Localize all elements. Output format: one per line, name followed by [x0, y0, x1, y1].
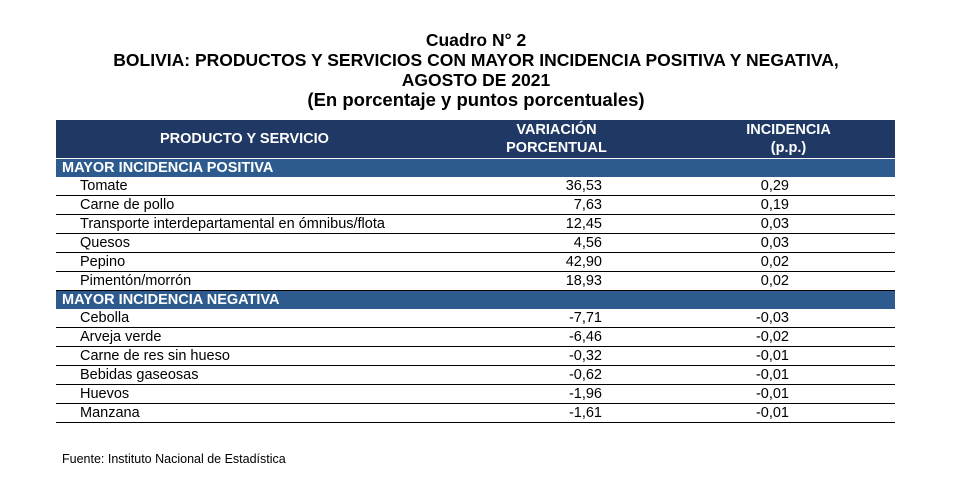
variation-cell: -7,71 [431, 309, 662, 328]
table-units: (En porcentaje y puntos porcentuales) [307, 89, 645, 110]
incidence-cell: -0,01 [662, 385, 895, 404]
incidence-cell: -0,03 [662, 309, 895, 328]
variation-cell: -0,32 [431, 347, 662, 366]
variation-cell: 4,56 [431, 234, 662, 253]
variation-cell: -6,46 [431, 328, 662, 347]
product-name-cell: Pimentón/morrón [56, 272, 431, 291]
table-row [56, 234, 895, 253]
table-row [56, 215, 895, 234]
table-row [56, 328, 895, 347]
incidence-cell: 0,03 [662, 215, 895, 234]
incidence-cell: 0,19 [662, 196, 895, 215]
incidence-cell: -0,02 [662, 328, 895, 347]
table-number: Cuadro N° 2 [425, 30, 527, 50]
incidence-cell: 0,29 [662, 177, 895, 196]
table-row [56, 347, 895, 366]
variation-cell: 7,63 [431, 196, 662, 215]
header-variation-line2: PORCENTUAL [506, 140, 607, 156]
product-name-cell: Cebolla [56, 309, 431, 328]
table-row [56, 196, 895, 215]
section-row [56, 159, 895, 178]
product-name-cell: Pepino [56, 253, 431, 272]
table-row [56, 366, 895, 385]
header-incidence-line2: (p.p.) [770, 140, 807, 156]
table-period: AGOSTO DE 2021 [401, 70, 551, 90]
section-row [56, 291, 895, 310]
incidence-cell: -0,01 [662, 366, 895, 385]
variation-cell: -1,96 [431, 385, 662, 404]
section-label: MAYOR INCIDENCIA NEGATIVA [56, 291, 895, 310]
table-row [56, 177, 895, 196]
variation-cell: 18,93 [431, 272, 662, 291]
header-incidence-line1: INCIDENCIA [746, 122, 831, 138]
incidence-cell: 0,03 [662, 234, 895, 253]
header-product: PRODUCTO Y SERVICIO [56, 120, 431, 159]
product-name-cell: Carne de res sin hueso [56, 347, 431, 366]
table-title: BOLIVIA: PRODUCTOS Y SERVICIOS CON MAYOR INCIDENCIA POSITIVA Y NEGATIVA, [113, 50, 839, 70]
header-variation [431, 120, 662, 159]
variation-cell: 42,90 [431, 253, 662, 272]
product-name-cell: Quesos [56, 234, 431, 253]
incidence-cell: -0,01 [662, 404, 895, 423]
table-body [56, 159, 895, 423]
incidence-cell: 0,02 [662, 272, 895, 291]
product-name-cell: Bebidas gaseosas [56, 366, 431, 385]
product-name-cell: Arveja verde [56, 328, 431, 347]
product-name-cell: Transporte interdepartamental en ómnibus/flota [56, 215, 431, 234]
variation-cell: 36,53 [431, 177, 662, 196]
incidence-table [56, 120, 895, 423]
variation-cell: 12,45 [431, 215, 662, 234]
table-row [56, 253, 895, 272]
table-row [56, 309, 895, 328]
incidence-cell: 0,02 [662, 253, 895, 272]
table-row [56, 404, 895, 423]
table-row [56, 385, 895, 404]
product-name-cell: Huevos [56, 385, 431, 404]
header-variation-line1: VARIACIÓN [516, 122, 597, 138]
section-label: MAYOR INCIDENCIA POSITIVA [56, 159, 895, 178]
header-incidence [662, 120, 895, 159]
product-name-cell: Manzana [56, 404, 431, 423]
product-name-cell: Carne de pollo [56, 196, 431, 215]
table-header-row [56, 120, 895, 159]
incidence-cell: -0,01 [662, 347, 895, 366]
variation-cell: -1,61 [431, 404, 662, 423]
variation-cell: -0,62 [431, 366, 662, 385]
table-title-block [0, 30, 952, 110]
table-row [56, 272, 895, 291]
product-name-cell: Tomate [56, 177, 431, 196]
source-note: Fuente: Instituto Nacional de Estadística [62, 452, 286, 466]
